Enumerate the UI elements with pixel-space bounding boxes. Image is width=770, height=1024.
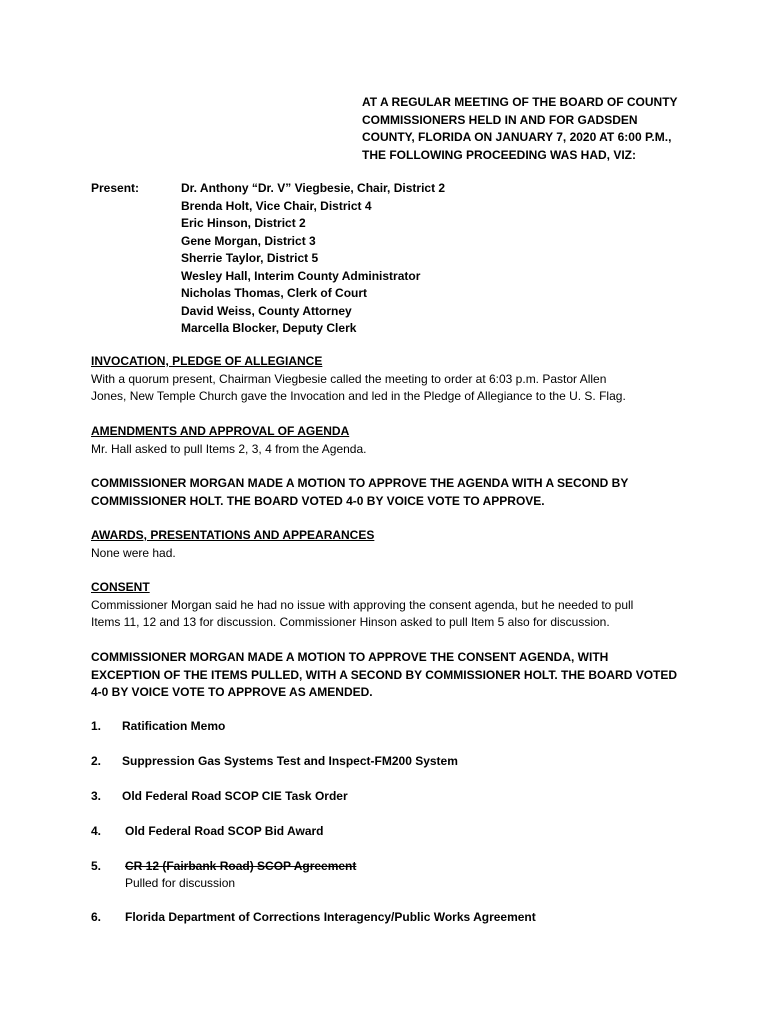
item-title: Florida Department of Corrections Interagency/Public Works Agreement — [125, 910, 536, 924]
paragraph-line: Items 11, 12 and 13 for discussion. Commissioner Hinson asked to pull Item 5 also for discussion. — [91, 615, 610, 629]
consent-section — [91, 579, 691, 632]
section-heading: INVOCATION, PLEDGE OF ALLEGIANCE — [91, 354, 323, 368]
section-heading: AWARDS, PRESENTATIONS AND APPEARANCES — [91, 528, 375, 542]
section-heading: AMENDMENTS AND APPROVAL OF AGENDA — [91, 424, 350, 438]
item-number: 6. — [91, 910, 102, 924]
agenda-motion — [91, 475, 691, 510]
motion-line: COMMISSIONER MORGAN MADE A MOTION TO APPROVE THE CONSENT AGENDA, WITH — [91, 650, 609, 664]
item-number: 3. — [91, 789, 102, 803]
header-line: COMMISSIONERS HELD IN AND FOR GADSDEN — [362, 112, 638, 127]
attendee: Gene Morgan, District 3 — [181, 233, 316, 248]
agenda-item — [91, 753, 458, 771]
paragraph-line: With a quorum present, Chairman Viegbesie called the meeting to order at 6:03 p.m. Pastor Allen — [91, 371, 607, 386]
header-line: COUNTY, FLORIDA ON JANUARY 7, 2020 AT 6:00 P.M., — [362, 130, 672, 144]
awards-section — [91, 527, 691, 562]
amendments-section — [91, 423, 691, 458]
paragraph-line: Commissioner Morgan said he had no issue with approving the consent agenda, but he needed to pull — [91, 597, 634, 612]
agenda-item — [91, 858, 356, 876]
attendee: Brenda Holt, Vice Chair, District 4 — [181, 198, 372, 213]
header-line: AT A REGULAR MEETING OF THE BOARD OF COUNTY — [362, 95, 678, 109]
item-number: 4. — [91, 824, 102, 838]
item-title: Old Federal Road SCOP Bid Award — [125, 824, 324, 838]
paragraph-line: Mr. Hall asked to pull Items 2, 3, 4 from the Agenda. — [91, 441, 367, 456]
consent-motion — [91, 649, 691, 702]
attendee-list — [181, 180, 445, 338]
section-heading: CONSENT — [91, 580, 150, 594]
motion-line: COMMISSIONER MORGAN MADE A MOTION TO APPROVE THE AGENDA WITH A SECOND BY — [91, 476, 629, 490]
item-title: Ratification Memo — [122, 719, 226, 733]
item-number: 1. — [91, 719, 102, 733]
attendee: David Weiss, County Attorney — [181, 303, 352, 318]
motion-line: 4-0 BY VOICE VOTE TO APPROVE AS AMENDED. — [91, 685, 373, 699]
motion-line: EXCEPTION OF THE ITEMS PULLED, WITH A SECOND BY COMMISSIONER HOLT. THE BOARD VOTED — [91, 667, 678, 682]
attendee: Dr. Anthony “Dr. V” Viegbesie, Chair, District 2 — [181, 181, 446, 195]
attendee: Nicholas Thomas, Clerk of Court — [181, 286, 368, 300]
paragraph-line: None were had. — [91, 545, 176, 560]
motion-line: COMMISSIONER HOLT. THE BOARD VOTED 4-0 BY VOICE VOTE TO APPROVE. — [91, 493, 545, 508]
paragraph-line: Jones, New Temple Church gave the Invocation and led in the Pledge of Allegiance to the U. S. Flag. — [91, 389, 626, 403]
meeting-header — [362, 94, 742, 164]
item-number: 5. — [91, 859, 102, 873]
item-number: 2. — [91, 754, 102, 768]
agenda-item — [91, 823, 324, 841]
item-title: Old Federal Road SCOP CIE Task Order — [122, 789, 348, 803]
item-title-struck: CR 12 (Fairbank Road) SCOP Agreement — [125, 859, 357, 873]
attendee: Wesley Hall, Interim County Administrator — [181, 268, 421, 283]
present-label: Present: — [91, 181, 140, 195]
invocation-section — [91, 353, 691, 406]
attendee: Sherrie Taylor, District 5 — [181, 251, 319, 265]
agenda-item — [91, 909, 536, 927]
attendee: Marcella Blocker, Deputy Clerk — [181, 321, 357, 335]
attendee: Eric Hinson, District 2 — [181, 216, 306, 230]
item-note: Pulled for discussion — [125, 876, 236, 890]
agenda-item — [91, 788, 348, 806]
header-line: THE FOLLOWING PROCEEDING WAS HAD, VIZ: — [362, 147, 636, 162]
item-title: Suppression Gas Systems Test and Inspect-FM200 System — [122, 754, 458, 768]
agenda-item — [91, 718, 225, 736]
